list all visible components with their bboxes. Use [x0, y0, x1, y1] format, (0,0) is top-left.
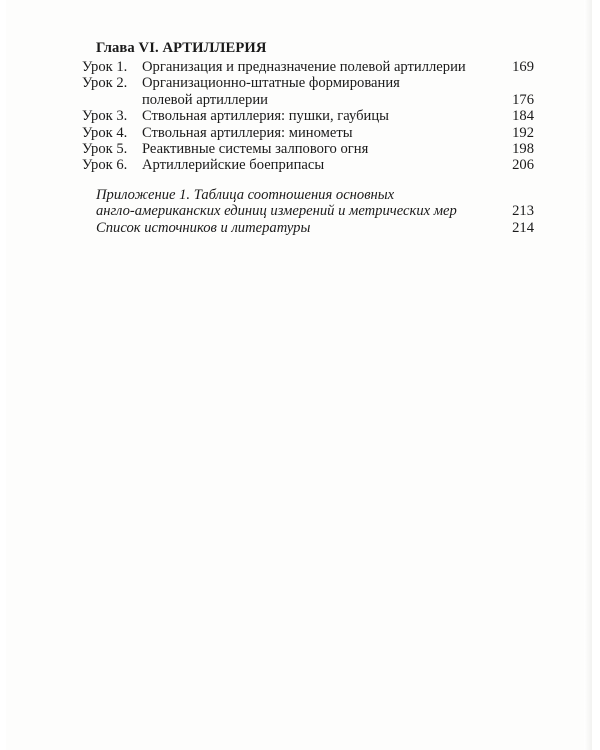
page-number: 206 [512, 157, 534, 174]
lesson-title: Ствольная артиллерия: пушки, гаубицы [142, 108, 389, 125]
lesson-number: Урок 5. [82, 141, 128, 158]
lesson-title: Ствольная артиллерия: минометы [142, 124, 353, 141]
chapter-heading: Глава VI. АРТИЛЛЕРИЯ [96, 40, 267, 56]
page-edge [584, 0, 592, 750]
lesson-number: Урок 3. [82, 108, 128, 125]
page-number: 198 [512, 141, 534, 158]
toc-entry-lesson-2 [82, 75, 534, 108]
toc-entry-appendix-1 [82, 187, 534, 220]
appendix-title: Приложение 1. Таблица соотношения основных англо-американских единиц измерений и метрических мер [96, 186, 457, 220]
lesson-number: Урок 2. [82, 75, 128, 92]
table-of-contents [82, 40, 534, 236]
toc-entry-lesson-4 [82, 125, 534, 141]
toc-entry-sources [82, 220, 534, 236]
lesson-number: Урок 6. [82, 157, 128, 174]
lesson-title: Организационно-штатные формирования полевой артиллерии [142, 75, 400, 108]
lesson-title: Артиллерийские боеприпасы [142, 157, 325, 174]
lesson-number: Урок 4. [82, 124, 128, 141]
page-number: 214 [512, 219, 534, 236]
book-page [6, 0, 592, 750]
page-number: 176 [512, 91, 534, 108]
lesson-title: Реактивные системы залпового огня [142, 141, 369, 158]
sources-title: Список источников и литературы [96, 219, 311, 236]
lesson-number: Урок 1. [82, 59, 128, 75]
lesson-title: Организация и предназначение полевой артиллерии [142, 59, 466, 75]
toc-entry-lesson-3 [82, 108, 534, 124]
toc-entry-lesson-5 [82, 141, 534, 157]
page-number: 184 [512, 108, 534, 125]
appendix-section [82, 187, 534, 236]
page-number: 192 [512, 124, 534, 141]
toc-entry-lesson-1 [82, 59, 534, 75]
page-number: 169 [512, 59, 534, 75]
page-number: 213 [512, 203, 534, 220]
toc-entry-lesson-6 [82, 157, 534, 173]
